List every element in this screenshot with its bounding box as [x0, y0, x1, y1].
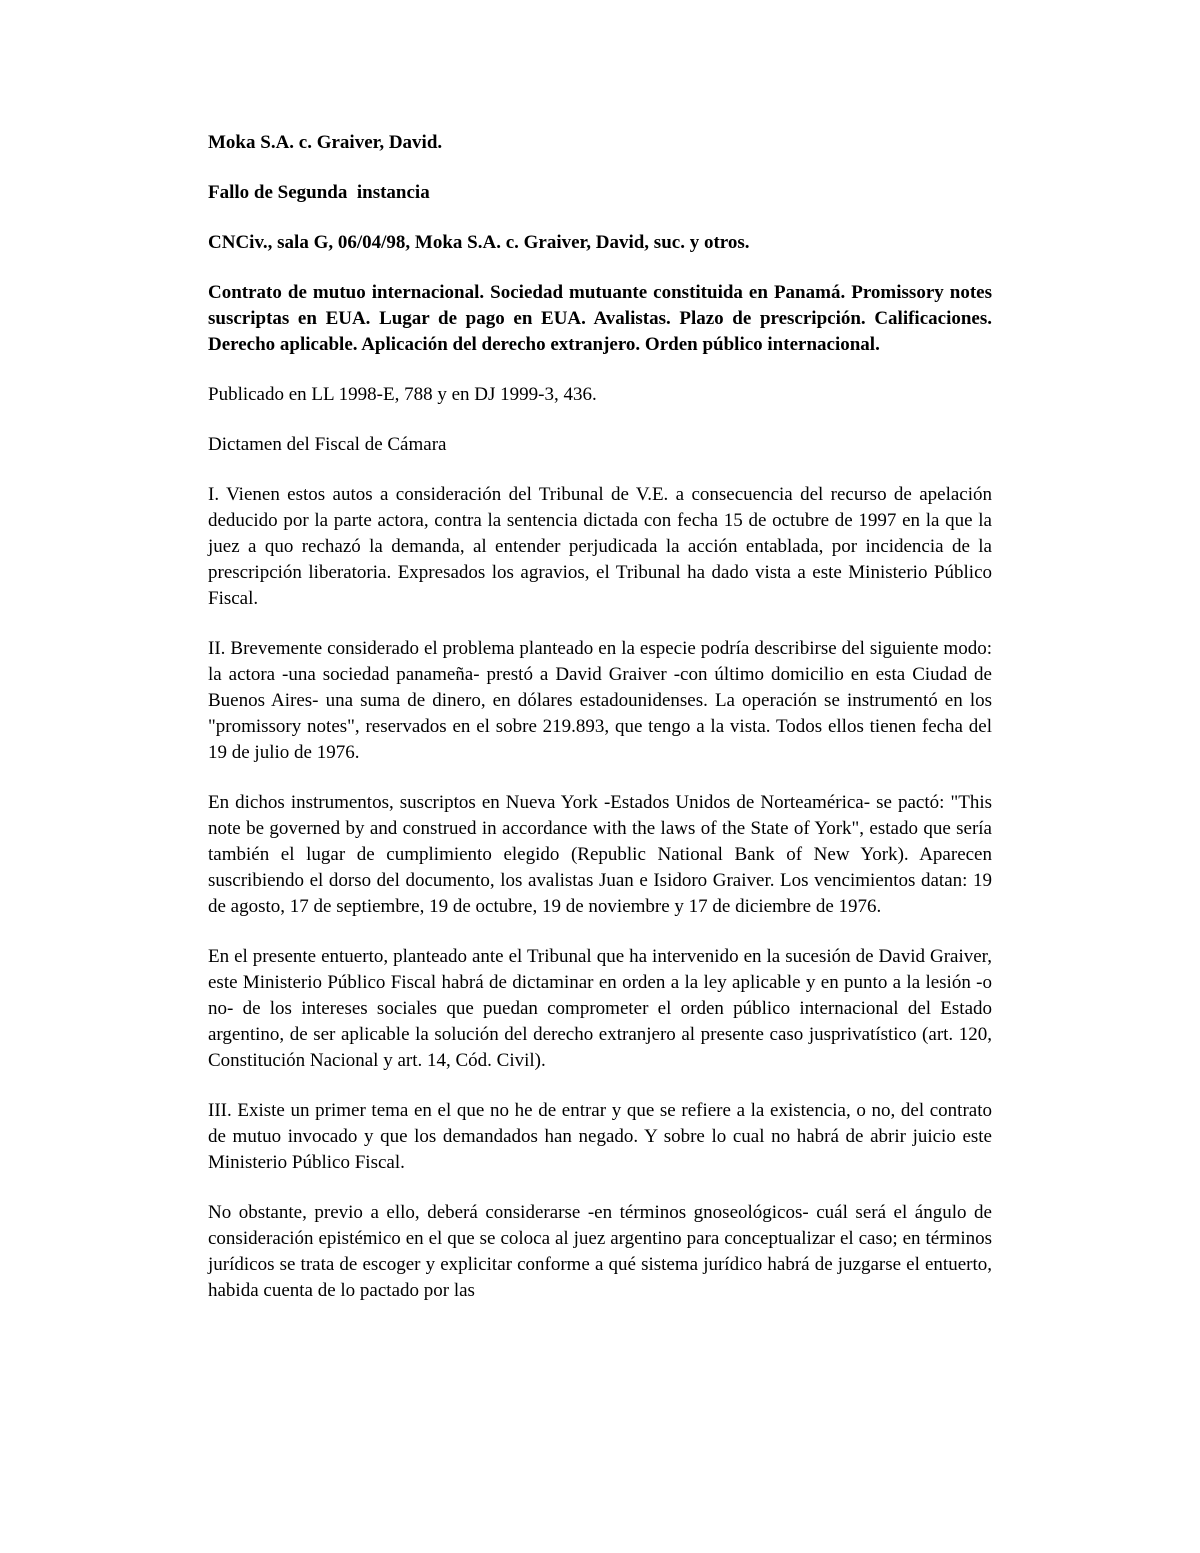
paragraph-4: En el presente entuerto, planteado ante el Tribunal que ha intervenido en la sucesión de David Graiver, este Ministerio Público Fiscal habrá de dictaminar en orden a la ley aplicable y en punto a la lesión -o no- de los intereses sociales que puedan comprometer el orden público internacional del Estado argentino, de ser aplicable la solución del derecho extranjero al presente caso jusprivatístico (art. 120, Constitución Nacional y art. 14, Cód. Civil).	[208, 946, 992, 1071]
case-summary: Contrato de mutuo internacional. Sociedad mutuante constituida en Panamá. Promissory notes suscriptas en EUA. Lugar de pago en EUA. Avalistas. Plazo de prescripción. Calificaciones. Derecho aplicable. Aplicación del derecho extranjero. Orden público internacional.	[208, 282, 992, 355]
paragraph-2: II. Brevemente considerado el problema planteado en la especie podría describirse del siguiente modo: la actora -una sociedad panameña- prestó a David Graiver -con último domicilio en esta Ciudad de Buenos Aires- una suma de dinero, en dólares estadounidenses. La operación se instrumentó en los "promissory notes", reservados en el sobre 219.893, que tengo a la vista. Todos ellos tienen fecha del 19 de julio de 1976.	[208, 638, 992, 763]
paragraph-6: No obstante, previo a ello, deberá considerarse -en términos gnoseológicos- cuál será el ángulo de consideración epistémico en el que se coloca al juez argentino para conceptualizar el caso; en términos jurídicos se trata de escoger y explicitar conforme a qué sistema jurídico habrá de juzgarse el entuerto, habida cuenta de lo pactado por las	[208, 1202, 992, 1301]
paragraph-3: En dichos instrumentos, suscriptos en Nueva York -Estados Unidos de Norteamérica- se pactó: "This note be governed by and construed in accordance with the laws of the State of York", estado que sería también el lugar de cumplimiento elegido (Republic National Bank of New York). Aparecen suscribiendo el dorso del documento, los avalistas Juan e Isidoro Graiver. Los vencimientos datan: 19 de agosto, 17 de septiembre, 19 de octubre, 19 de noviembre y 17 de diciembre de 1976.	[208, 792, 992, 917]
publication-reference: Publicado en LL 1998-E, 788 y en DJ 1999-3, 436.	[208, 384, 597, 405]
instance-heading: Fallo de Segunda instancia	[208, 182, 430, 203]
case-citation: CNCiv., sala G, 06/04/98, Moka S.A. c. Graiver, David, suc. y otros.	[208, 232, 750, 253]
section-heading: Dictamen del Fiscal de Cámara	[208, 434, 447, 455]
document-page	[208, 130, 992, 1304]
paragraph-5: III. Existe un primer tema en el que no he de entrar y que se refiere a la existencia, o no, del contrato de mutuo invocado y que los demandados han negado. Y sobre lo cual no habrá de abrir juicio este Ministerio Público Fiscal.	[208, 1100, 992, 1173]
case-title: Moka S.A. c. Graiver, David.	[208, 132, 443, 153]
paragraph-1: I. Vienen estos autos a consideración del Tribunal de V.E. a consecuencia del recurso de apelación deducido por la parte actora, contra la sentencia dictada con fecha 15 de octubre de 1997 en la que la juez a quo rechazó la demanda, al entender perjudicada la acción entablada, por incidencia de la prescripción liberatoria. Expresados los agravios, el Tribunal ha dado vista a este Ministerio Público Fiscal.	[208, 484, 992, 609]
